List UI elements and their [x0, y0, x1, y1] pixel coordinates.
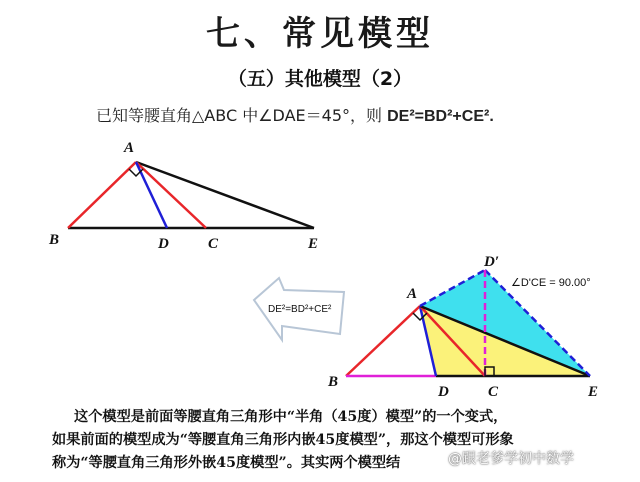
bottom-label-C: C: [488, 384, 499, 400]
transition-arrow: [254, 278, 344, 340]
bottom-diagram: [327, 254, 598, 400]
top-label-E: E: [308, 236, 319, 252]
bottom-label-E: E: [588, 384, 599, 400]
top-label-B: B: [49, 232, 60, 248]
top-label-A: A: [124, 140, 135, 156]
section-subtitle: （五）其他模型（2）: [227, 68, 413, 90]
watermark: @跟老爹学初中数学: [448, 451, 574, 467]
statement-formula: DE²=BD²+CE².: [387, 108, 494, 125]
bottom-label-B: B: [328, 374, 339, 390]
top-label-C: C: [208, 236, 219, 252]
paragraph-line-1: 这个模型是前面等腰直角三角形中“半角（45度）模型”的一个变式，: [74, 409, 508, 425]
top-line-AB: [68, 162, 136, 228]
bottom-label-D: D: [438, 384, 449, 400]
top-diagram: [48, 140, 318, 252]
bottom-label-A: A: [407, 286, 418, 302]
bottom-label-Dp: D′: [484, 254, 500, 270]
page-title: 七、常见模型: [206, 14, 434, 54]
paragraph-line-2: 如果前面的模型成为“等腰直角三角形内嵌45度模型”，那这个模型可形象: [52, 432, 514, 448]
top-line-AC: [136, 162, 206, 228]
top-label-D: D: [158, 236, 169, 252]
bottom-line-AB: [346, 306, 420, 376]
statement-prefix: 已知等腰直角△ABC 中∠DAE＝45°，则: [96, 106, 388, 125]
arrow-formula: DE²=BD²+CE²: [268, 304, 332, 315]
paragraph-line-3: 称为“等腰直角三角形外嵌45度模型”。其实两个模型结: [52, 455, 401, 471]
angle-measure-note: ∠D'CE = 90.00°: [511, 277, 591, 289]
